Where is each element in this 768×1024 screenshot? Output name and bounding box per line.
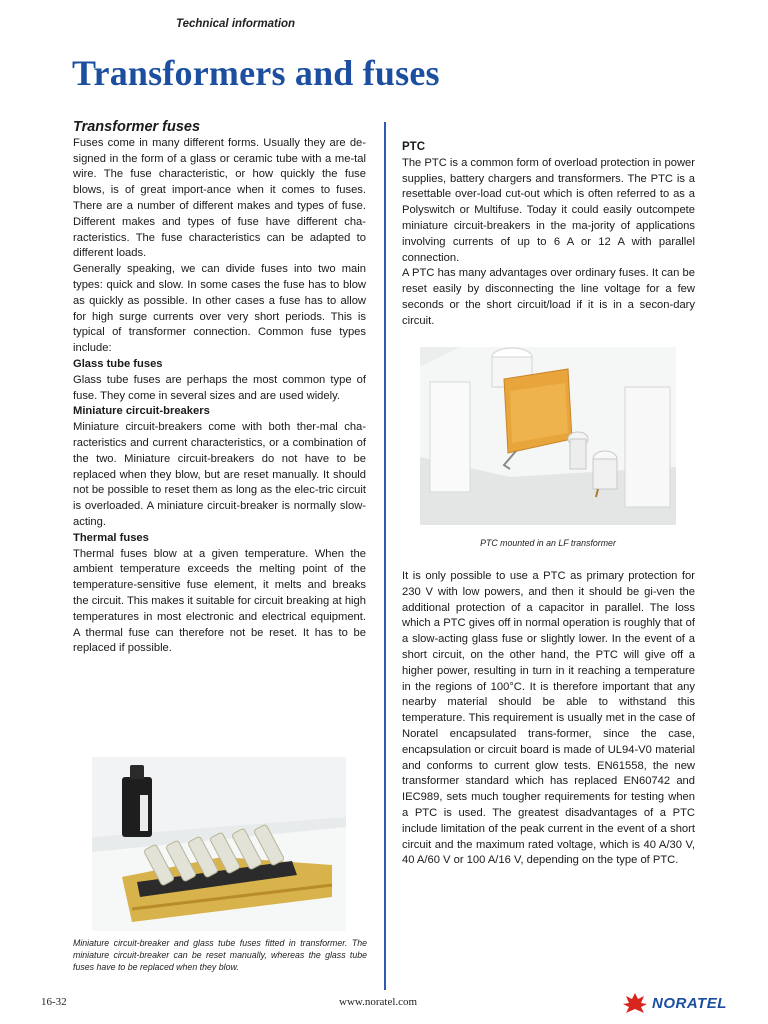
section-title-transformer-fuses: Transformer fuses bbox=[73, 119, 201, 135]
intro-paragraph: Fuses come in many different forms. Usually they are de-signed in the form of a glass or ceramic tube with a me-tal wire. The fuse characteristic, or how quickly the fuse blows, is of great import-ance when it comes to fuses. There are a number of different makes and types of fuse. Different makes and types of fuse have different cha-racteristics. The fuse characteristics can be adapted to different loads. bbox=[73, 136, 366, 260]
page-title: Transformers and fuses bbox=[72, 53, 440, 93]
miniature-circuit-breakers-heading: Miniature circuit-breakers bbox=[73, 405, 210, 418]
glass-tube-fuses-heading: Glass tube fuses bbox=[73, 357, 163, 370]
fuses-photo-caption: Miniature circuit-breaker and glass tube fuses fitted in transformer. The miniature circuit-breaker can be reset manually, whereas the glass tube fuses have to be replaced when they blow. bbox=[73, 938, 367, 972]
fuses-photo bbox=[92, 757, 346, 931]
flame-icon bbox=[622, 992, 648, 1014]
noratel-logo bbox=[622, 991, 732, 1015]
page-number: 16-32 bbox=[41, 996, 67, 1008]
ptc-text-3: It is only possible to use a PTC as primary protection for 230 V with low powers, and then it should be gi-ven the additional protection of a capacitor in parallel. The loss which a PTC gives off in normal operation is roughly that of a slow-acting glass fuse or slightly lower. In the event of a short circuit, on the other hand, the PTC will give off a higher power, resulting in turn in it reaching a temperature in the regions of 100°C. It is therefore important that any nearby material should be able to withstand this temperature. This requirement is usually met in the case of Noratel encapsulated trans-former, since the case, encapsulation or circuit board is made of UL94-V0 material and conforms to current glow tests. EN61558, the new transformer standard which has replaced EN60742 and IEC989, sets much tougher requirements for testing when a PTC is used. The greatest disadvantages of a PTC include limitation of the peak current in the event of a short circuit and the maximum rated voltage, which is 40 A/30 V, 40 A/60 V or 100 A/16 V, depending on the type of PTC. bbox=[402, 570, 695, 867]
section-header-label: Technical information bbox=[176, 18, 296, 30]
ptc-text-2: A PTC has many advantages over ordinary fuses. It can be reset easily by disconnecting the line voltage for a few seconds or the short circuit/load if it is in a secon-dary circuit. bbox=[402, 267, 695, 327]
column-divider bbox=[384, 122, 386, 990]
left-column bbox=[73, 120, 366, 657]
brand-name: NORATEL bbox=[652, 994, 727, 1012]
ptc-photo bbox=[420, 347, 676, 525]
ptc-text-1: The PTC is a common form of overload protection in power supplies, battery chargers and transformers. The PTC is a resettable over-load cut-out which is often referred to as a Polyswitch or Multifuse. Today it could easily outcompete miniature circuit-breakers in the ma-jority of applications involving currents of up to 6 A or 12 A with parallel connection. bbox=[402, 156, 695, 264]
right-column-top bbox=[402, 140, 695, 330]
miniature-circuit-breakers-text: Miniature circuit-breakers come with both ther-mal cha-racteristics and current characteristics, or a combination of the two. Miniature circuit-breakers do not have to be replaced when they blow, but are reset manually. It should not be possible to reset them as long as the elec-tric circuit is overloaded. A miniature circuit-breaker is normally slow-acting. bbox=[73, 421, 366, 528]
ptc-heading: PTC bbox=[402, 141, 425, 153]
thermal-fuses-heading: Thermal fuses bbox=[73, 531, 149, 544]
glass-tube-fuses-text: Glass tube fuses are perhaps the most common type of fuse. They come in several sizes and are used widely. bbox=[73, 373, 366, 402]
ptc-photo-caption: PTC mounted in an LF transformer bbox=[480, 538, 616, 548]
website-url[interactable]: www.noratel.com bbox=[339, 996, 418, 1008]
intro-paragraph-2: Generally speaking, we can divide fuses into two main types: quick and slow. In some cases the fuse has to blow as quickly as possible. In other cases a fuse has to allow for high surge currents over very short periods. This is typical of transformer connection. Common fuse types include: bbox=[73, 263, 366, 355]
right-column-bottom bbox=[402, 569, 695, 869]
thermal-fuses-text: Thermal fuses blow at a given temperature. When the ambient temperature exceeds the melting point of the temperature-sensitive fuse element, it melts and breaks the circuit. This makes it suitable for circuit breaking at high temperatures in most electronic and electrical equipment. A thermal fuse can therefore not be reset. It has to be replaced if possible. bbox=[73, 547, 366, 655]
